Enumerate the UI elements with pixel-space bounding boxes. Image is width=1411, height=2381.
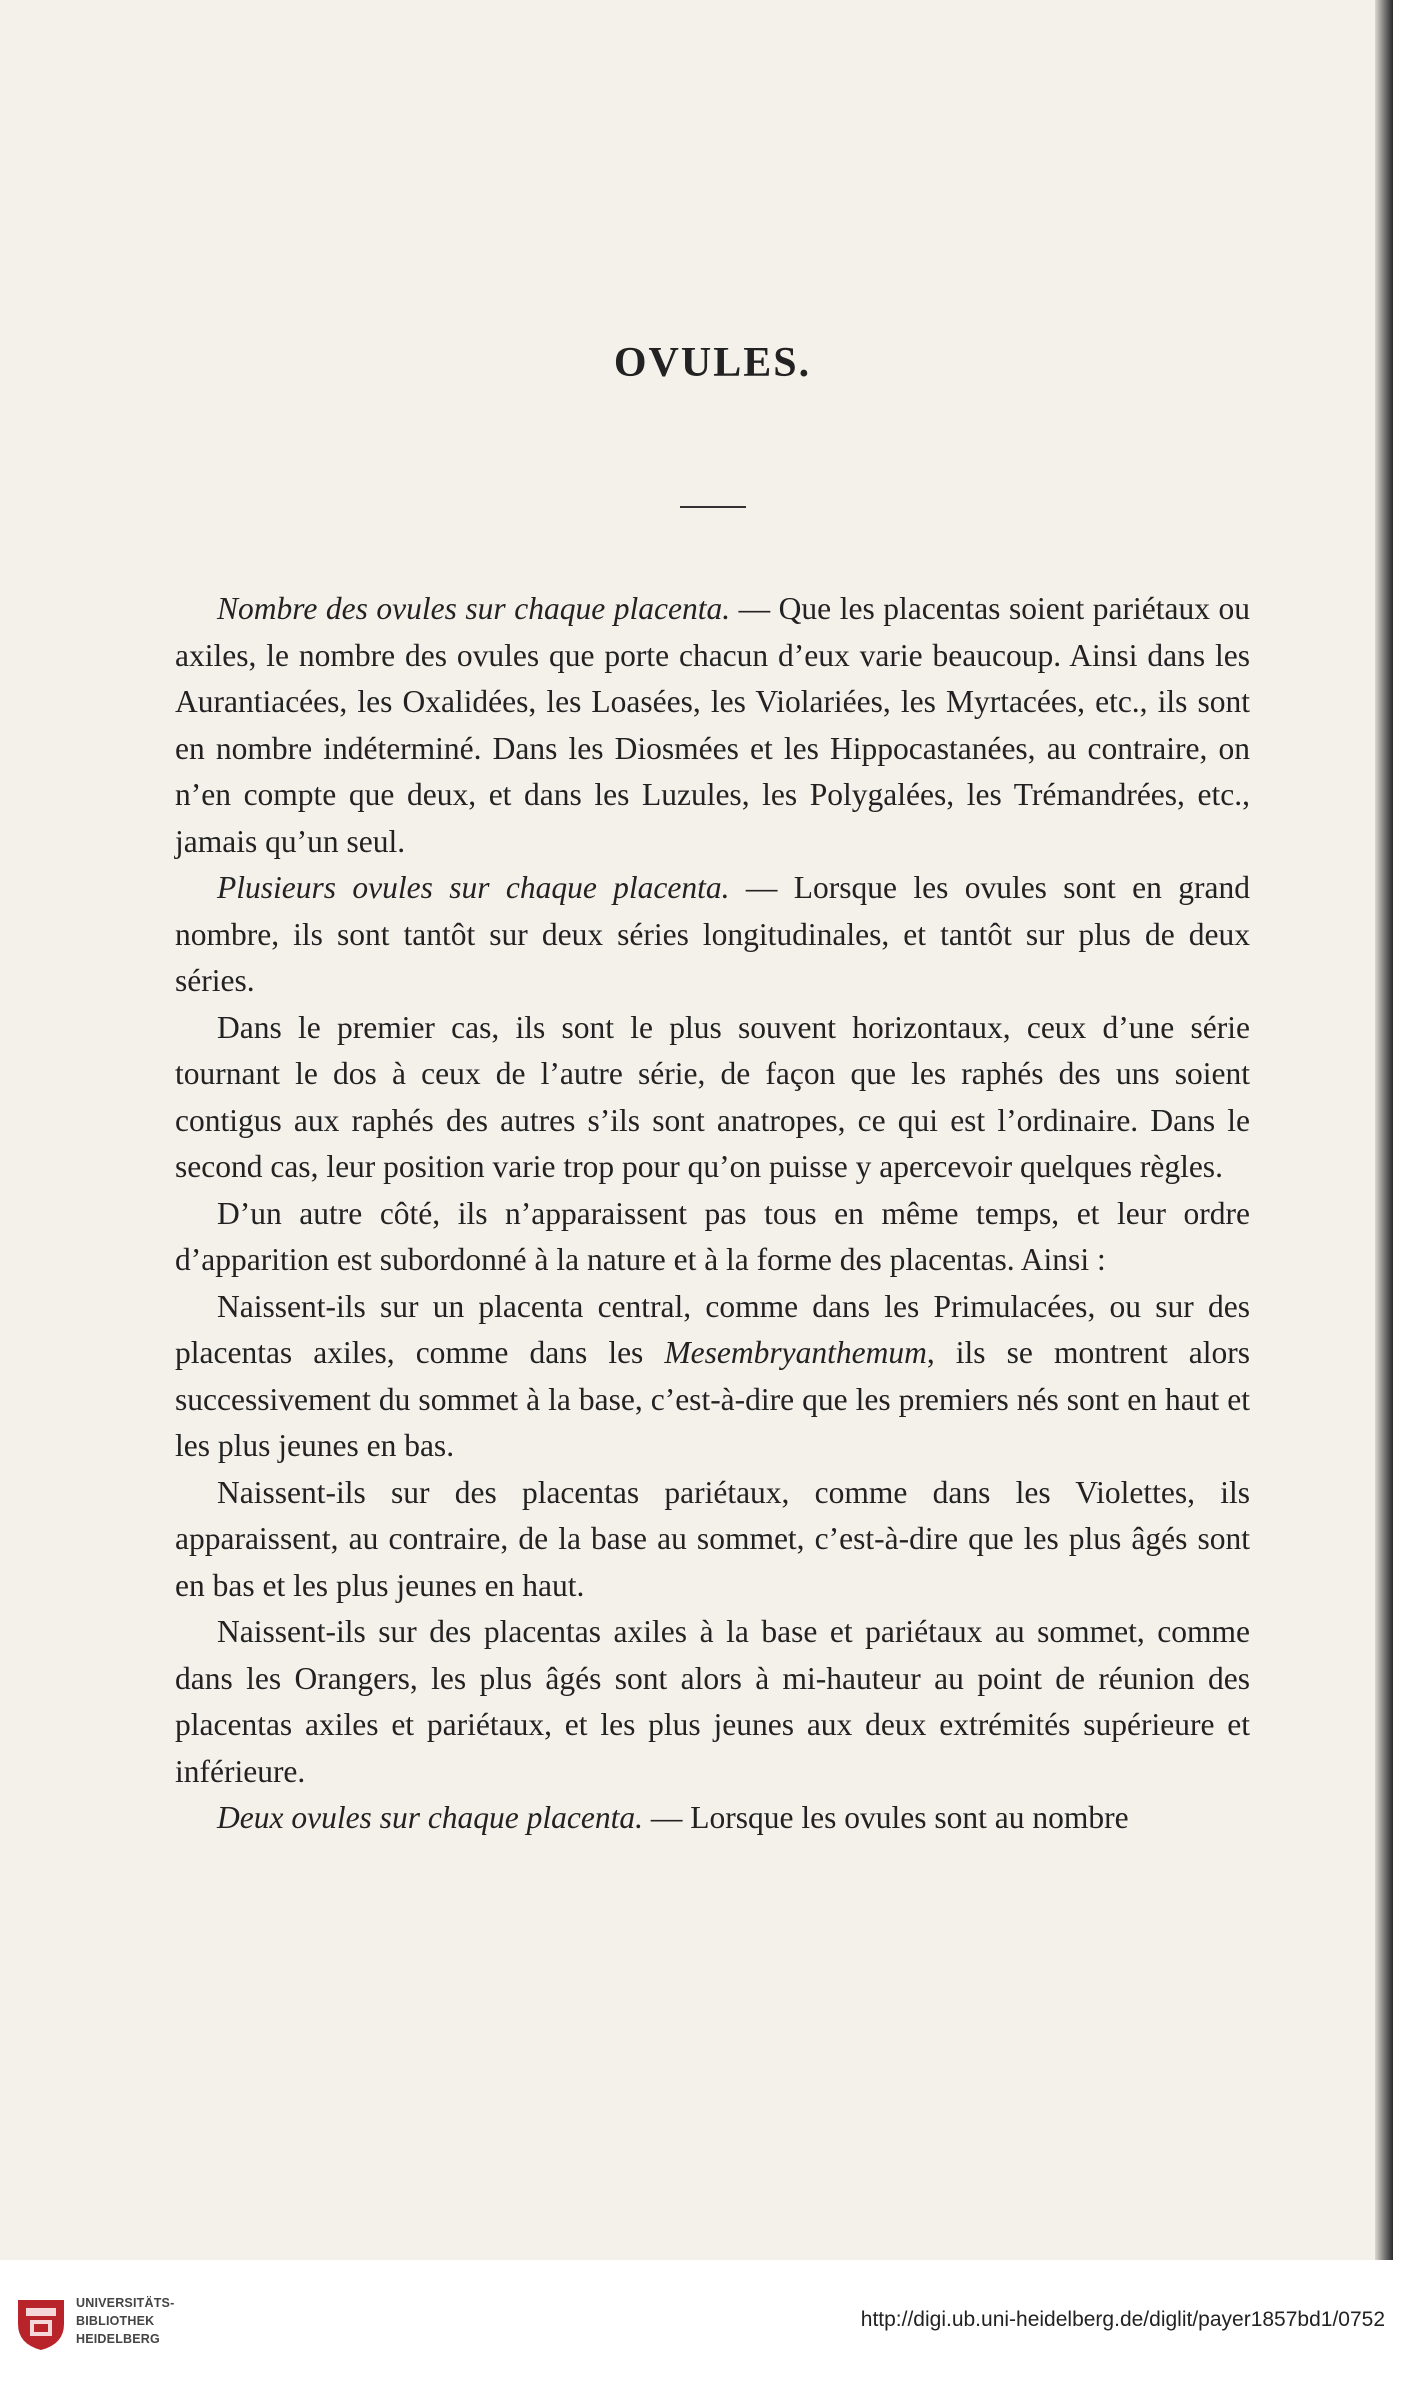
logo-text-line-1: UNIVERSITÄTS-	[76, 2296, 175, 2310]
page-title: OVULES.	[613, 340, 812, 386]
paragraph-lead: Nombre des ovules sur chaque placenta.	[217, 591, 731, 626]
paragraph-text: — Que les placentas soient pariétaux ou axiles, le nombre des ovules que porte chacun d’eux varie beaucoup. Ainsi dans les Aurantiacées, les Oxalidées, les Loasées, les Violariées, les Myrtacées, etc., ils sont en nombre indéterminé. Dans les Diosmées et les Hippocastanées, au contraire, on n’en compte que deux, et dans les Luzules, les Polygalées, les Trémandrées, etc., jamais qu’un seul.	[175, 591, 1250, 859]
logo-text-line-2: BIBLIOTHEK	[76, 2314, 155, 2328]
paragraph-text: — Lorsque les ovules sont au nombre	[643, 1800, 1129, 1835]
paragraph-8	[175, 1795, 1250, 1842]
paragraph-text: Naissent-ils sur un placenta central, comme dans les Primulacées, ou sur des placentas axiles, comme dans les	[175, 1288, 1250, 1370]
paragraph-6	[175, 1470, 1250, 1610]
paragraph-text: — Lorsque les ovules sont en grand nombre, ils sont tantôt sur deux séries longitudinales, et tantôt sur plus de deux séries.	[175, 870, 1250, 998]
paragraph-text: Naissent-ils sur des placentas axiles à la base et pariétaux au sommet, comme dans les Orangers, les plus âgés sont alors à mi-hauteur au point de réunion des placentas axiles et pariétaux, et les plus jeunes aux deux extrémités supérieure et inférieure.	[175, 1614, 1250, 1789]
title-rule	[680, 506, 746, 508]
paragraph-2	[175, 865, 1250, 1005]
paragraph-5	[175, 1284, 1250, 1470]
library-logo[interactable]	[14, 2290, 175, 2360]
paragraph-text: Naissent-ils sur des placentas pariétaux, comme dans les Violettes, ils apparaissent, au contraire, de la base au sommet, c’est-à-dire que les plus âgés sont en bas et les plus jeunes en haut.	[175, 1474, 1250, 1603]
paragraph-lead: Plusieurs ovules sur chaque placenta.	[217, 870, 730, 905]
paragraph-lead: Deux ovules sur chaque placenta.	[217, 1800, 644, 1835]
paragraph-3	[175, 1005, 1250, 1191]
paragraph-text: , ils se montrent alors successivement du sommet à la base, c’est-à-dire que les premiers nés sont en haut et les plus jeunes en bas.	[175, 1335, 1251, 1463]
paragraph-7	[175, 1609, 1250, 1795]
viewer-footer	[0, 2260, 1411, 2381]
article	[175, 330, 1250, 1842]
logo-text-line-3: HEIDELBERG	[76, 2332, 160, 2346]
university-seal-icon	[14, 2294, 68, 2352]
paragraph-1	[175, 586, 1250, 865]
paragraph-text: Dans le premier cas, ils sont le plus souvent horizontaux, ceux d’une série tournant le dos à ceux de l’autre série, de façon que les raphés des uns soient contigus aux raphés des autres s’ils sont anatropes, ce qui est l’ordinaire. Dans le second cas, leur position varie trop pour qu’on puisse y apercevoir quelques règles.	[175, 1009, 1250, 1184]
permalink-url[interactable]: http://digi.ub.uni-heidelberg.de/diglit/payer1857bd1/0752	[860, 2308, 1385, 2331]
paragraph-4	[175, 1191, 1250, 1284]
paragraph-text: D’un autre côté, ils n’apparaissent pas tous en même temps, et leur ordre d’apparition est subordonné à la nature et à la forme des placentas. Ainsi :	[175, 1195, 1250, 1277]
scientific-name: Mesembryanthemum	[664, 1335, 927, 1370]
page-spine-shadow	[1375, 0, 1393, 2260]
